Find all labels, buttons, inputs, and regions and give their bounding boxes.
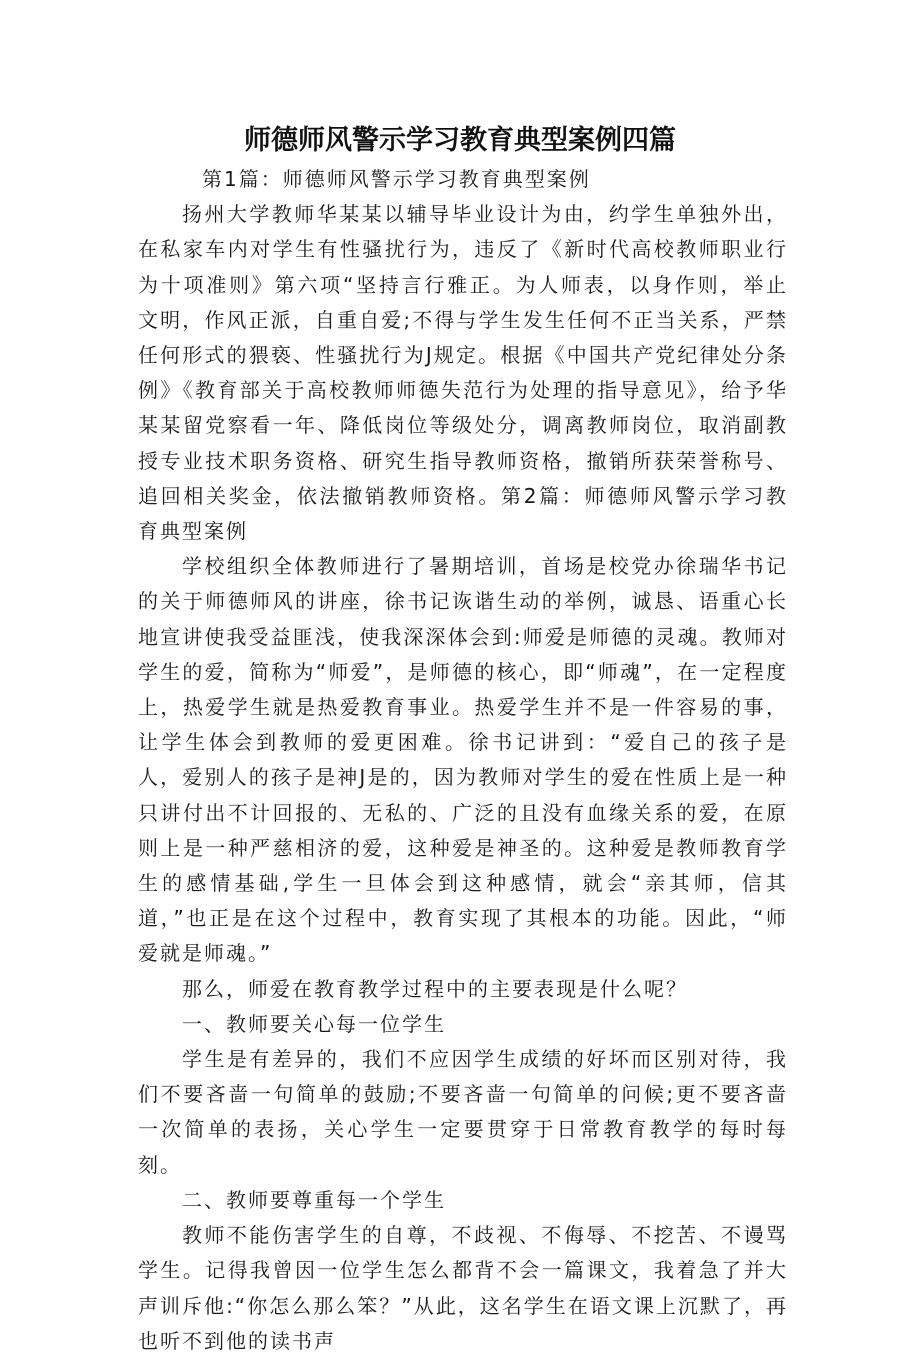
section-heading-care: 一、教师要关心每一位学生 (182, 1011, 446, 1036)
document-title: 师德师风警示学习教育典型案例四篇 (244, 125, 676, 156)
section-heading-respect: 二、教师要尊重每一个学生 (182, 1187, 446, 1212)
paragraph-care: 学生是有差异的，我们不应因学生成绩的好坏而区别对待，我们不要吝啬一句简单的鼓励;不要吝啬一句简单的问候;更不要吝啬一次简单的表扬，关心学生一定要贯穿于日常教育教学的每时每刻。 (138, 1047, 788, 1177)
paragraph-case-2: 学校组织全体教师进行了暑期培训，首场是校党办徐瑞华书记的关于师德师风的讲座，徐书记诙谐生动的举例，诚恳、语重心长地宣讲使我受益匪浅，使我深深体会到:师爱是师德的灵魂。教师对学生的爱，简称为“师爱”，是师德的核心，即“师魂”，在一定程度上，热爱学生就是热爱教育事业。热爱学生并不是一件容易的事，让学生体会到教师的爱更困难。徐书记讲到：“爱自己的孩子是人，爱别人的孩子是神J是的，因为教师对学生的爱在性质上是一种只讲付出不计回报的、无私的、广泛的且没有血缘关系的爱，在原则上是一种严慈相济的爱，这种爱是神圣的。这种爱是教师教育学生的感情基础,学生一旦体会到这种感情，就会“亲其师，信其道，”也正是在这个过程中，教育实现了其根本的功能。因此，“师爱就是师魂。” (138, 554, 788, 966)
section-heading-part-1: 第1篇：师德师风警示学习教育典型案例 (202, 167, 591, 191)
paragraph-question: 那么，师爱在教育教学过程中的主要表现是什么呢？ (182, 976, 688, 1001)
paragraph-respect: 教师不能伤害学生的自尊，不歧视、不侮辱、不挖苦、不谩骂学生。记得我曾因一位学生怎么都背不会一篇课文，我着急了并大声训斥他:“你怎么那么笨？”从此，这名学生在语文课上沉默了，再也听不到他的读书声 (138, 1223, 788, 1353)
document-body (138, 162, 788, 1359)
paragraph-case-1: 扬州大学教师华某某以辅导毕业设计为由，约学生单独外出，在私家车内对学生有性骚扰行为，违反了《新时代高校教师职业行为十项准则》第六项“坚持言行雅正。为人师表，以身作则，举止文明，作风正派，自重自爱;不得与学生发生任何不正当关系，严禁任何形式的猥亵、性骚扰行为J规定。根据《中国共产党纪律处分条例》《教育部关于高校教师师德失范行为处理的指导意见》，给予华某某留党察看一年、降低岗位等级处分，调离教师岗位，取消副教授专业技术职务资格、研究生指导教师资格，撤销所获荣誉称号、追回相关奖金，依法撤销教师资格。第2篇：师德师风警示学习教育典型案例 (138, 202, 788, 544)
